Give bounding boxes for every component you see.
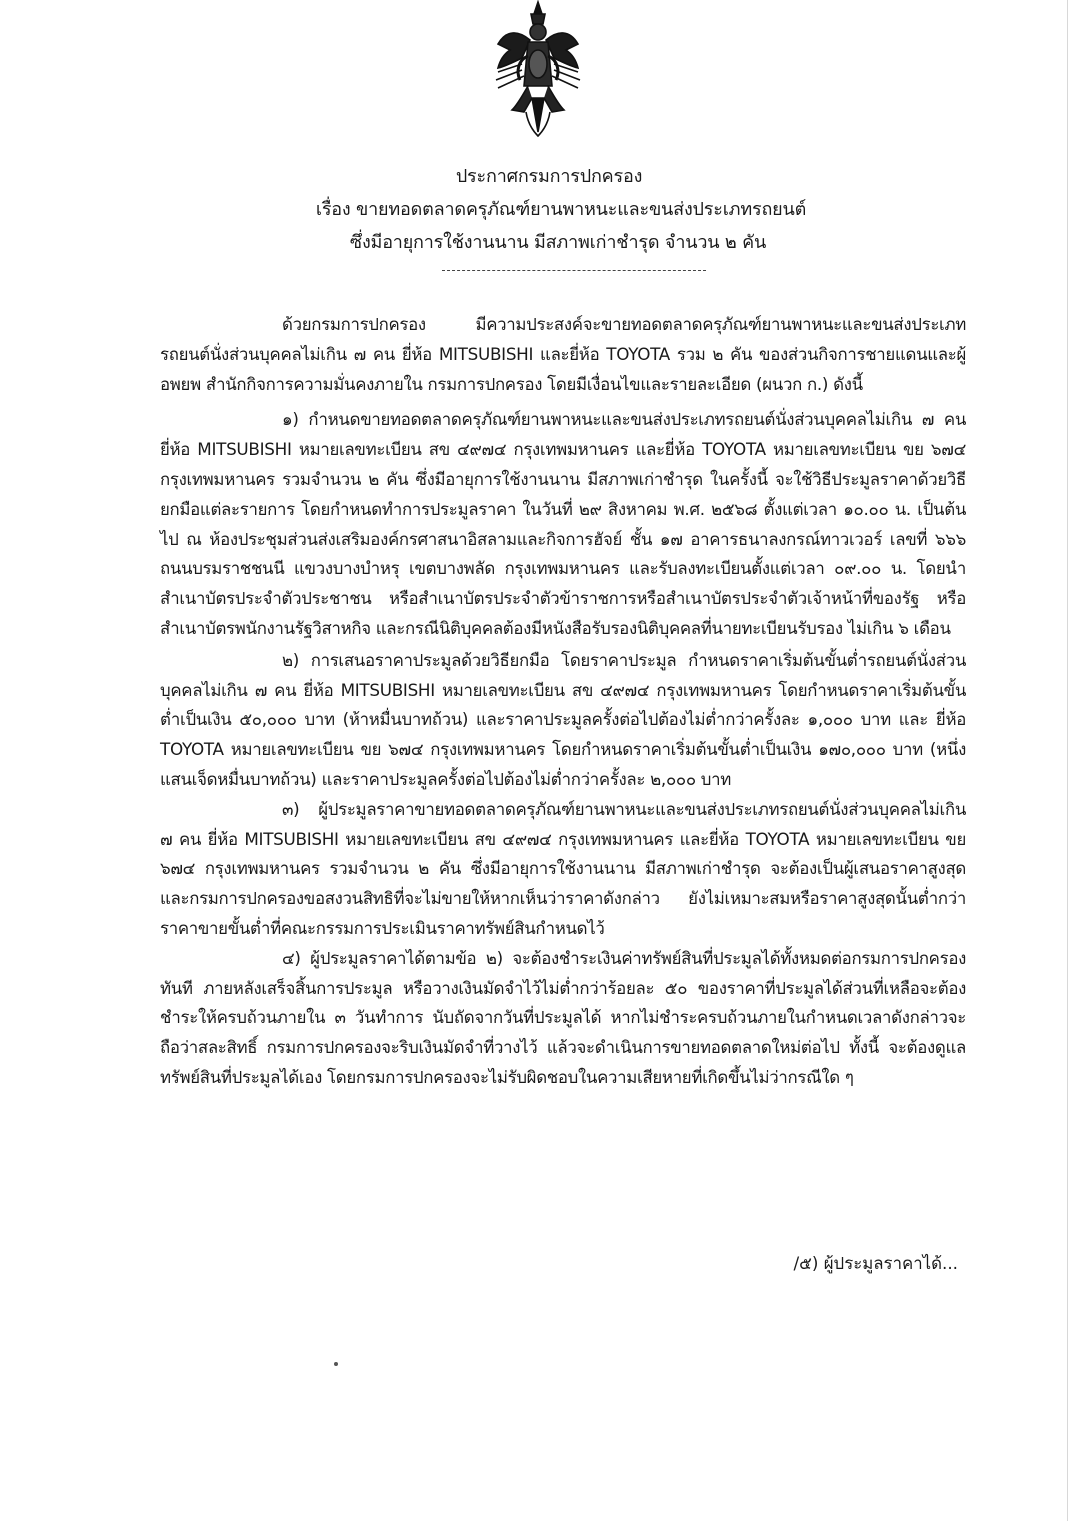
header-divider xyxy=(442,270,706,271)
intro-paragraph: ด้วยกรมการปกครอง มีความประสงค์จะขายทอดตลาดครุภัณฑ์ยานพาหนะและขนส่งประเภทรถยนต์นั่งส่วนบุคคลไม่เกิน ๗ คน ยี่ห้อ MITSUBISHI และยี่ห้อ TOYOTA รวม ๒ คัน ของส่วนกิจการชายแดนและผู้อพยพ สำนักกิจการความมั่นคงภายใน กรมการปกครอง โดยมีเงื่อนไขและรายละเอียด (ผนวก ก.) ดังนี้ xyxy=(160,314,966,394)
page-edge xyxy=(1067,0,1068,1521)
announcement-body xyxy=(160,310,966,1093)
scan-speck xyxy=(334,1362,338,1366)
subject-line-1: เรื่อง ขายทอดตลาดครุภัณฑ์ยานพาหนะและขนส่งประเภทรถยนต์ xyxy=(315,199,807,220)
item-1-paragraph: ๑) กำหนดขายทอดตลาดครุภัณฑ์ยานพาหนะและขนส่งประเภทรถยนต์นั่งส่วนบุคคลไม่เกิน ๗ คน ยี่ห้อ MITSUBISHI หมายเลขทะเบียน สข ๔๙๗๔ กรุงเทพมหานคร และยี่ห้อ TOYOTA หมายเลขทะเบียน ขย ๖๗๔ กรุงเทพมหานคร รวมจำนวน ๒ คัน ซึ่งมีอายุการใช้งานนาน มีสภาพเก่าชำรุด ในครั้งนี้ จะใช้วิธีประมูลราคาด้วยวิธียกมือแต่ละรายการ โดยกำหนดทำการประมูลราคา ในวันที่ ๒๙ สิงหาคม พ.ศ. ๒๕๖๘ ตั้งแต่เวลา ๑๐.๐๐ น. เป็นต้นไป ณ ห้องประชุมส่วนส่งเสริมองค์กรศาสนาอิสลามและกิจการฮัจย์ ชั้น ๑๗ อาคารธนาลงกรณ์ทาวเวอร์ เลขที่ ๖๖๖ ถนนบรมราชชนนี แขวงบางบำหรุ เขตบางพลัด กรุงเทพมหานคร และรับลงทะเบียนตั้งแต่เวลา ๐๙.๐๐ น. โดยนำสำเนาบัตรประจำตัวประชาชน หรือสำเนาบัตรประจำตัวข้าราชการหรือสำเนาบัตรประจำตัวเจ้าหน้าที่ของรัฐ หรือสำเนาบัตรพนักงานรัฐวิสาหกิจ และกรณีนิติบุคคลต้องมีหนังสือรับรองนิติบุคคลที่นายทะเบียนรับรอง ไม่เกิน ๖ เดือน xyxy=(160,409,966,638)
item-2-paragraph: ๒) การเสนอราคาประมูลด้วยวิธียกมือ โดยราคาประมูล กำหนดราคาเริ่มต้นขั้นต่ำรถยนต์นั่งส่วนบุคคลไม่เกิน ๗ คน ยี่ห้อ MITSUBISHI หมายเลขทะเบียน สข ๔๙๗๔ กรุงเทพมหานคร โดยกำหนดราคาเริ่มต้นขั้นต่ำเป็นเงิน ๕๐,๐๐๐ บาท (ห้าหมื่นบาทถ้วน) และราคาประมูลครั้งต่อไปต้องไม่ต่ำกว่าครั้งละ ๑,๐๐๐ บาท และ ยี่ห้อ TOYOTA หมายเลขทะเบียน ขย ๖๗๔ กรุงเทพมหานคร โดยกำหนดราคาเริ่มต้นขั้นต่ำเป็นเงิน ๑๗๐,๐๐๐ บาท (หนึ่งแสนเจ็ดหมื่นบาทถ้วน) และราคาประมูลครั้งต่อไปต้องไม่ต่ำกว่าครั้งละ ๒,๐๐๐ บาท xyxy=(160,649,966,789)
announcement-header xyxy=(0,160,1076,259)
continuation-note: /๕) ผู้ประมูลราคาได้... xyxy=(793,1253,958,1273)
garuda-emblem-icon xyxy=(488,0,588,140)
agency-title: ประกาศกรมการปกครอง xyxy=(455,166,643,187)
item-3-paragraph: ๓) ผู้ประมูลราคาขายทอดตลาดครุภัณฑ์ยานพาหนะและขนส่งประเภทรถยนต์นั่งส่วนบุคคลไม่เกิน ๗ คน ยี่ห้อ MITSUBISHI หมายเลขทะเบียน สข ๔๙๗๔ กรุงเทพมหานคร และยี่ห้อ TOYOTA หมายเลขทะเบียน ขย ๖๗๔ กรุงเทพมหานคร รวมจำนวน ๒ คัน ซึ่งมีอายุการใช้งานนาน มีสภาพเก่าชำรุด จะต้องเป็นผู้เสนอราคาสูงสุด และกรมการปกครองขอสงวนสิทธิที่จะไม่ขายให้หากเห็นว่าราคาดังกล่าว ยังไม่เหมาะสมหรือราคาสูงสุดนั้นต่ำกว่าราคาขายขั้นต่ำที่คณะกรรมการประเมินราคาทรัพย์สินกำหนดไว้ xyxy=(160,798,966,938)
item-4-paragraph: ๔) ผู้ประมูลราคาได้ตามข้อ ๒) จะต้องชำระเงินค่าทรัพย์สินที่ประมูลได้ทั้งหมดต่อกรมการปกครองทันที ภายหลังเสร็จสิ้นการประมูล หรือวางเงินมัดจำไว้ไม่ต่ำกว่าร้อยละ ๕๐ ของราคาที่ประมูลได้ส่วนที่เหลือจะต้องชำระให้ครบถ้วนภายใน ๓ วันทำการ นับถัดจากวันที่ประมูลได้ หากไม่ชำระครบถ้วนภายในกำหนดเวลาดังกล่าวจะถือว่าสละสิทธิ์ กรมการปกครองจะริบเงินมัดจำที่วางไว้ แล้วจะดำเนินการขายทอดตลาดใหม่ต่อไป ทั้งนี้ จะต้องดูแลทรัพย์สินที่ประมูลได้เอง โดยกรมการปกครองจะไม่รับผิดชอบในความเสียหายที่เกิดขึ้นไม่ว่ากรณีใด ๆ xyxy=(160,947,966,1087)
subject-line-2: ซึ่งมีอายุการใช้งานนาน มีสภาพเก่าชำรุด จำนวน ๒ คัน xyxy=(349,232,767,253)
